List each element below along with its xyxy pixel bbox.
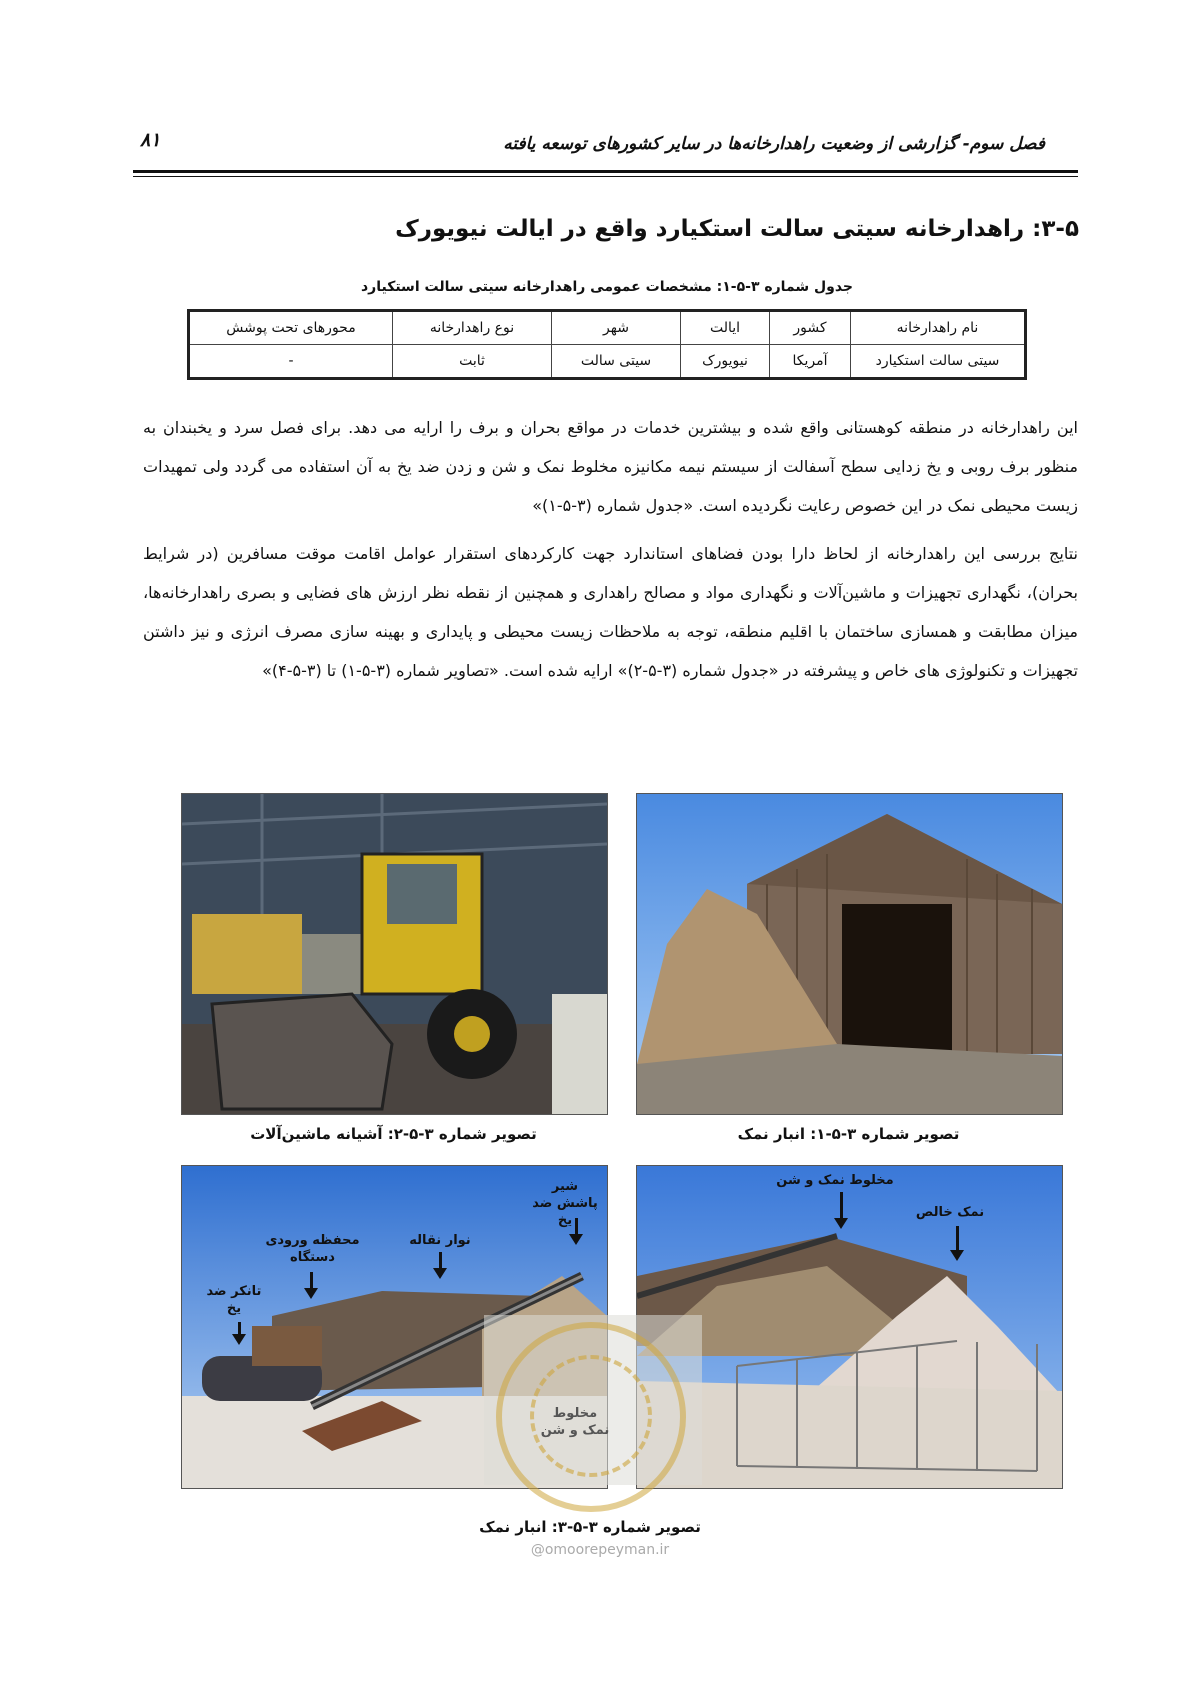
- spec-table: [187, 309, 1027, 380]
- table-header-cell: ایالت: [681, 311, 770, 345]
- watermark-label: مخلوط نمک و شن: [540, 1406, 610, 1438]
- table-cell: ثابت: [393, 345, 552, 379]
- arrow-mixed: [840, 1192, 843, 1220]
- table-caption: جدول شماره ۳-۵-۱: مشخصات عمومی راهدارخانه سیتی سالت استکیارد: [360, 279, 853, 295]
- label-mixed-salt-sand: مخلوط نمک و شن: [776, 1173, 894, 1188]
- label-antifreeze-tanker: تانکر ضد یخ: [206, 1284, 262, 1316]
- arrow-tanker-head: [232, 1334, 246, 1345]
- arrow-conveyor-head: [433, 1268, 447, 1279]
- running-header-title: فصل سوم- گزارشی از وضعیت راهدارخانه‌ها در سایر کشورهای توسعه یافته: [503, 134, 1045, 154]
- arrow-pure: [956, 1226, 959, 1252]
- label-pure-salt: نمک خالص: [915, 1205, 985, 1220]
- figure-1-caption: تصویر شماره ۳-۵-۱: انبار نمک: [737, 1125, 960, 1143]
- table-header-cell: کشور: [770, 311, 851, 345]
- table-cell: نیویورک: [681, 345, 770, 379]
- table-header-cell: نوع راهدارخانه: [393, 311, 552, 345]
- figure-2-caption: تصویر شماره ۳-۵-۲: آشیانه ماشین‌آلات: [250, 1125, 537, 1143]
- table-cell: سیتی سالت استکیارد: [851, 345, 1026, 379]
- arrow-pure-head: [950, 1250, 964, 1261]
- arrow-hopper-head: [304, 1288, 318, 1299]
- table-cell: آمریکا: [770, 345, 851, 379]
- arrow-valve-head: [569, 1234, 583, 1245]
- photo-loader-hangar: [181, 793, 608, 1115]
- label-antifreeze-valve: شیر پاشش ضد یخ: [532, 1179, 598, 1228]
- figure-3-caption: تصویر شماره ۳-۵-۳: انبار نمک: [479, 1518, 701, 1536]
- table-cell: -: [189, 345, 393, 379]
- table-header-cell: شهر: [552, 311, 681, 345]
- header-rule-thin: [133, 176, 1078, 177]
- table-header-row: [189, 311, 1026, 345]
- table-row: [189, 345, 1026, 379]
- watermark-site: @omoorepeyman.ir: [530, 1542, 670, 1558]
- photo-salt-barn: [636, 793, 1063, 1115]
- section-title: ۳-۵: راهدارخانه سیتی سالت استکیارد واقع در ایالت نیویورک: [395, 216, 1079, 242]
- label-machine-hopper: محفظه ورودی دستگاه: [265, 1233, 360, 1265]
- header-rule-thick: [133, 170, 1078, 173]
- table-header-cell: نام راهدارخانه: [851, 311, 1026, 345]
- page-number: ۸۱: [140, 129, 161, 151]
- label-conveyor-belt: نوار نقاله: [409, 1233, 471, 1248]
- table-cell: سیتی سالت: [552, 345, 681, 379]
- paragraph-1: این راهدارخانه در منطقه کوهستانی واقع شده و بیشترین خدمات در مواقع بحران و برف را ارایه می دهد. برای فصل سرد و یخبندان به منظور برف روبی و یخ زدایی سطح آسفالت از سیستم نیمه مکانیزه مخلوط نمک و شن و زدن ضد یخ به آن استفاده می گردد ولی تمهیدات زیست محیطی نمک در این خصوص رعایت نگردیده است. «جدول شماره (۳-۵-۱)»: [143, 418, 1078, 515]
- arrow-mixed-head: [834, 1218, 848, 1229]
- paragraph-2: نتایج بررسی این راهدارخانه از لحاظ دارا بودن فضاهای استاندارد جهت کارکردهای استقرار عوامل اقامت موقت مسافرین (در شرایط بحران)، نگهداری تجهیزات و ماشین‌آلات و نگهداری مواد و مصالح راهداری و همچنین از نقطه نظر ارزش های فضایی و بصری راهدارخانه‌ها، میزان مطابقت و همسازی ساختمان با اقلیم منطقه، توجه به ملاحظات زیست محیطی و پایداری و بهینه سازی مصرف انرژی و نیز داشتن تجهیزات و تکنولوژی های خاص و پیشرفته در «جدول شماره (۳-۵-۲)» ارایه شده است. «تصاویر شماره (۳-۵-۱) تا (۳-۵-۴)»: [143, 544, 1078, 680]
- table-header-cell: محورهای تحت پوشش: [189, 311, 393, 345]
